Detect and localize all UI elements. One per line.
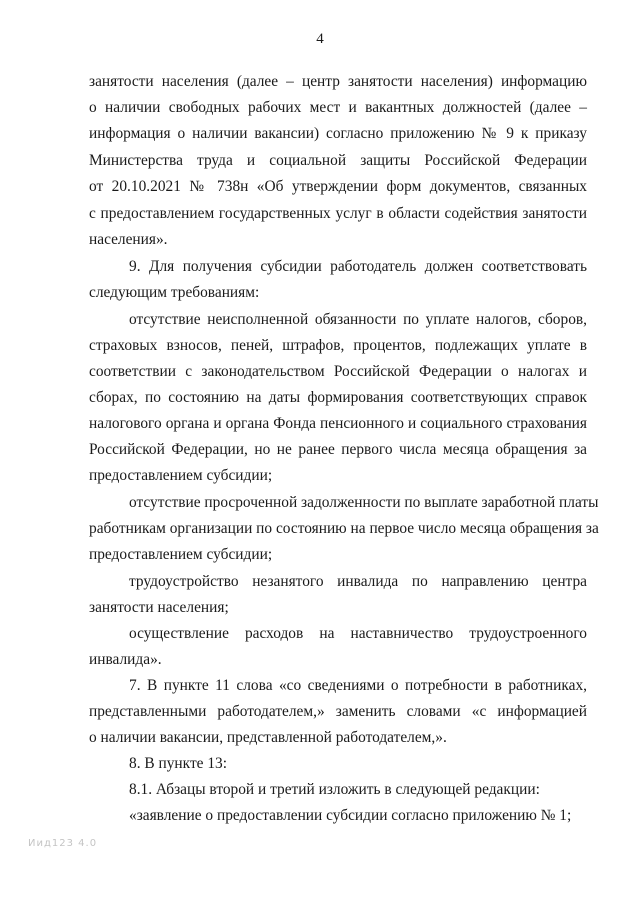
text-line: соответствии с законодательством Российской Федерации о налогах и <box>89 363 587 380</box>
text-line: страховых взносов, пеней, штрафов, процентов, подлежащих уплате в <box>89 337 587 354</box>
text-line: предоставлением субсидии; <box>89 546 273 563</box>
text-line: отсутствие просроченной задолженности по выплате заработной платы <box>129 494 599 511</box>
text-line: Министерства труда и социальной защиты Российской Федерации <box>89 152 587 169</box>
text-line: населения». <box>89 231 168 248</box>
text-line: занятости населения; <box>89 599 229 616</box>
text-line: информация о наличии вакансии) согласно приложению № 9 к приказу <box>89 125 587 142</box>
text-line: сборах, по состоянию на даты формирования соответствующих справок <box>89 389 587 406</box>
text-line: о наличии вакансии, представленной работодателем,». <box>89 729 447 746</box>
text-line: осуществление расходов на наставничество трудоустроенного <box>129 625 587 642</box>
page-number: 4 <box>316 31 324 47</box>
text-line: следующим требованиям: <box>89 284 260 301</box>
scan-stamp: Иид123 4.0 <box>28 838 98 849</box>
text-line: с предоставлением государственных услуг в области содействия занятости <box>89 205 587 222</box>
text-line: инвалида». <box>89 651 162 668</box>
text-line: работникам организации по состоянию на первое число месяца обращения за <box>89 520 599 537</box>
text-line: налогового органа и органа Фонда пенсионного и социального страхования <box>89 415 587 432</box>
text-line: предоставлением субсидии; <box>89 467 273 484</box>
text-line: отсутствие неисполненной обязанности по уплате налогов, сборов, <box>129 311 587 328</box>
text-line: о наличии свободных рабочих мест и вакантных должностей (далее – <box>89 99 587 116</box>
text-line: 9. Для получения субсидии работодатель должен соответствовать <box>129 258 587 275</box>
text-line: 7. В пункте 11 слова «со сведениями о потребности в работниках, <box>129 677 587 694</box>
text-line: занятости населения (далее – центр занятости населения) информацию <box>89 73 587 90</box>
text-line: 8.1. Абзацы второй и третий изложить в следующей редакции: <box>129 781 540 798</box>
text-line: от 20.10.2021 № 738н «Об утверждении форм документов, связанных <box>89 178 587 195</box>
text-line: Российской Федерации, но не ранее первого числа месяца обращения за <box>89 441 587 458</box>
text-line: 8. В пункте 13: <box>129 755 228 772</box>
text-line: трудоустройство незанятого инвалида по направлению центра <box>129 573 587 590</box>
text-line: представленными работодателем,» заменить словами «с информацией <box>89 703 587 720</box>
text-line: «заявление о предоставлении субсидии согласно приложению № 1; <box>129 807 572 824</box>
